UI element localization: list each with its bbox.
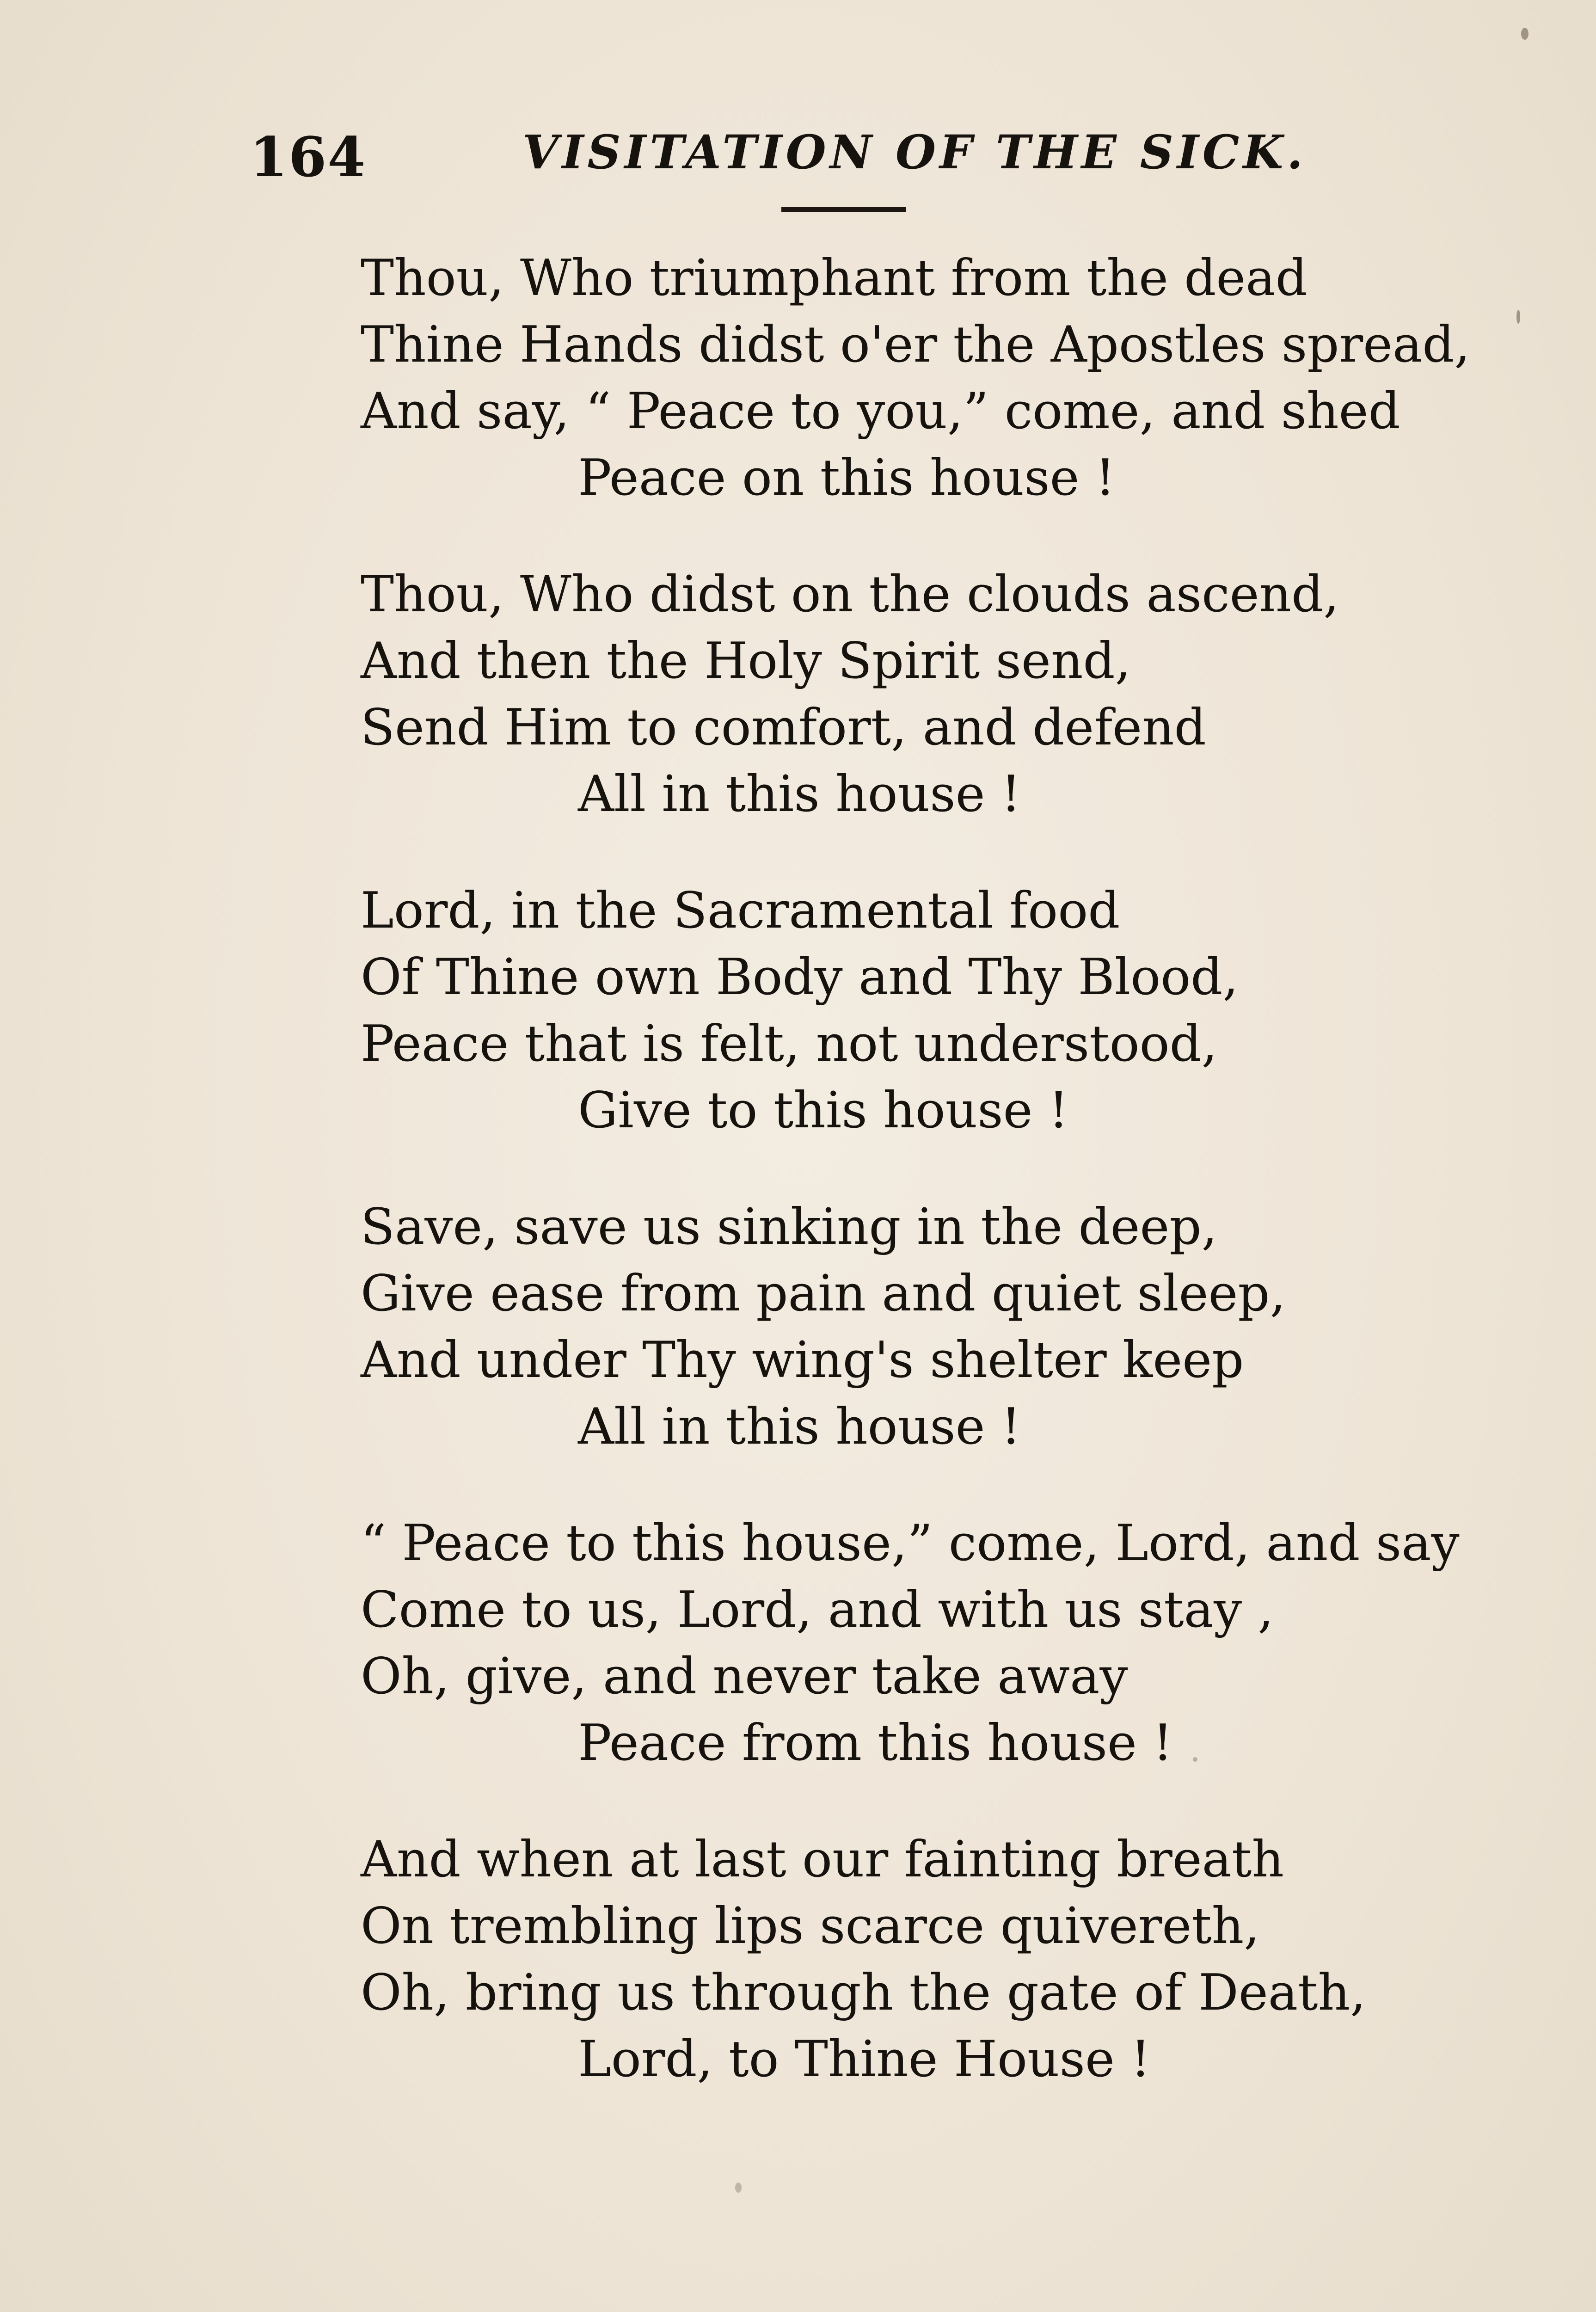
paper-speck [1193,1757,1197,1762]
poem-line: Save, save us sinking in the deep, [361,1198,1217,1256]
stanza-refrain: All in this house ! [578,1398,1021,1456]
stanza-refrain: Peace on this house ! [578,449,1116,507]
stanza [361,561,1424,828]
paper-speck [1516,310,1520,324]
poem-line: Oh, bring us through the gate of Death, [361,1964,1366,2022]
paper-speck [735,2183,742,2193]
poem-line: Give ease from pain and quiet sleep, [361,1265,1286,1322]
poem [361,245,1470,2143]
running-title: VISITATION OF THE SICK. [522,125,1307,179]
stanza [361,1194,1424,1460]
poem-line: And under Thy wing's shelter keep [361,1331,1244,1389]
poem-line: Thou, Who didst on the clouds ascend, [361,566,1339,623]
poem-line: “ Peace to this house,” come, Lord, and say [361,1514,1460,1572]
stanza [361,1510,1460,1777]
poem-line: Peace that is felt, not understood, [361,1015,1218,1073]
stanza-refrain: Lord, to Thine House ! [578,2030,1151,2088]
paper-speck [1521,28,1528,40]
stanza-refrain: Peace from this house ! [578,1714,1173,1772]
poem-line: And when at last our fainting breath [361,1831,1284,1888]
page-number: 164 [250,125,367,189]
header-rule [781,207,906,212]
poem-line: Come to us, Lord, and with us stay , [361,1581,1274,1639]
stanza [361,878,1424,1144]
stanza [361,1826,1424,2093]
poem-line: Of Thine own Body and Thy Blood, [361,948,1239,1006]
stanza-refrain: Give to this house ! [578,1082,1069,1139]
stanza-refrain: All in this house ! [578,765,1021,823]
poem-line: Send Him to comfort, and defend [361,699,1206,756]
poem-line: Oh, give, and never take away [361,1648,1128,1705]
poem-line: Thou, Who triumphant from the dead [361,249,1307,307]
poem-line: Lord, in the Sacramental food [361,882,1120,940]
poem-line: Thine Hands didst o'er the Apostles spread, [361,316,1470,374]
poem-line: And then the Holy Spirit send, [361,632,1131,690]
page-header [250,125,1396,199]
poem-line: And say, “ Peace to you,” come, and shed [361,382,1400,440]
poem-line: On trembling lips scarce quivereth, [361,1897,1260,1955]
stanza [361,245,1470,511]
